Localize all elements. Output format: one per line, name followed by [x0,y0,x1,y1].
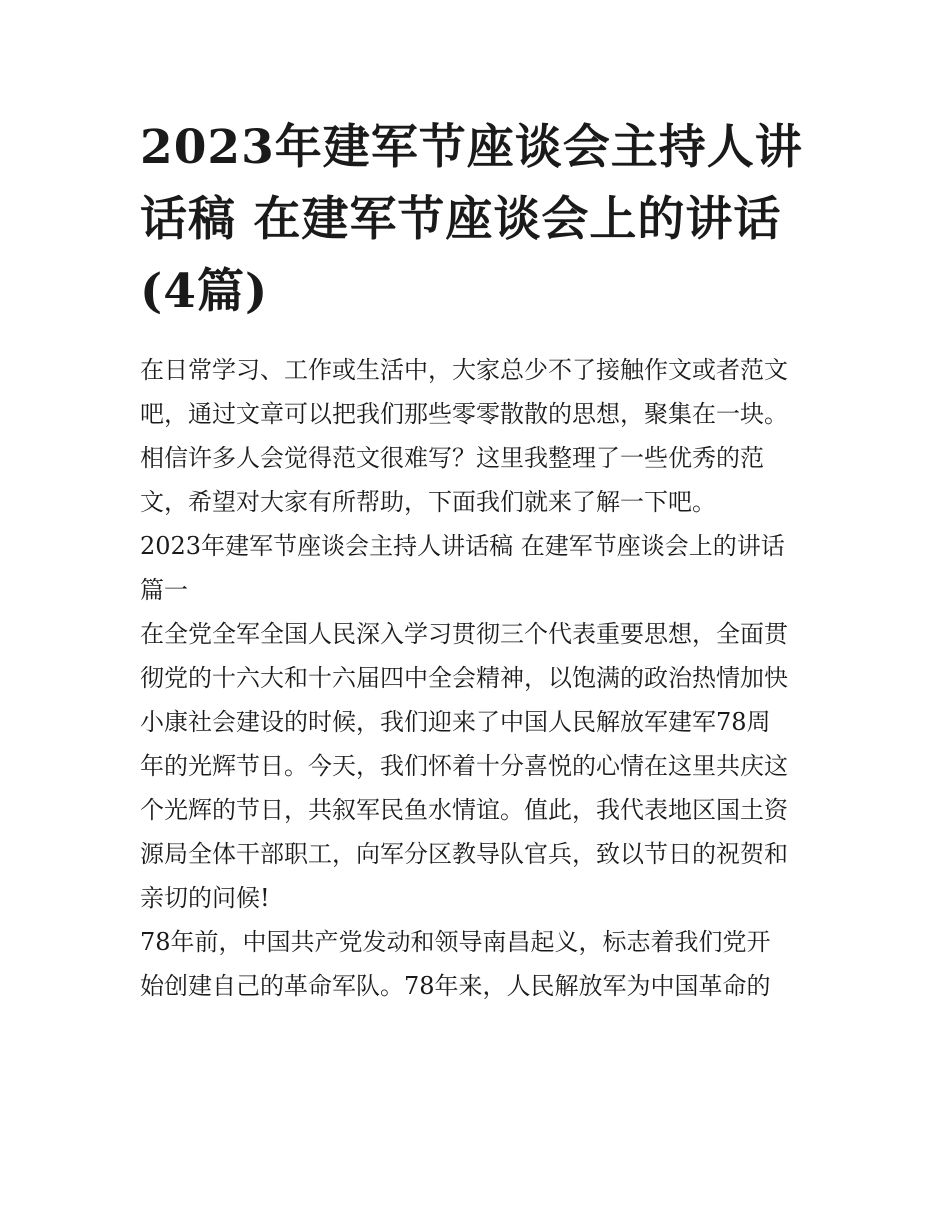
body-paragraph [140,612,812,920]
document-title [140,112,812,328]
text-line: 年的光辉节日。今天，我们怀着十分喜悦的心情在这里共庆这 [140,752,788,780]
text-line: 彻党的十六大和十六届四中全会精神，以饱满的政治热情加快 [140,664,788,692]
title-line: 2023年建军节座谈会主持人讲 [140,120,803,175]
document-page [140,112,812,1008]
title-line: 话稿 在建军节座谈会上的讲话 [140,192,782,247]
text-line: 始创建自己的革命军队。78年来，人民解放军为中国革命的 [140,972,771,1000]
text-line: 个光辉的节日，共叙军民鱼水情谊。值此，我代表地区国土资 [140,796,788,824]
text-line: 78年前，中国共产党发动和领导南昌起义，标志着我们党开 [140,928,771,956]
section-heading [140,524,812,612]
text-line: 文，希望对大家有所帮助，下面我们就来了解一下吧。 [140,488,716,516]
title-line: (4篇) [140,264,269,319]
text-line: 亲切的问候! [140,884,270,912]
body-paragraph [140,920,812,1008]
text-line: 篇一 [140,576,188,604]
text-line: 源局全体干部职工，向军分区教导队官兵，致以节日的祝贺和 [140,840,788,868]
text-line: 在全党全军全国人民深入学习贯彻三个代表重要思想，全面贯 [140,620,788,648]
text-line: 相信许多人会觉得范文很难写？这里我整理了一些优秀的范 [140,444,764,472]
document-body [140,348,812,1008]
text-line: 小康社会建设的时候，我们迎来了中国人民解放军建军78周 [140,708,771,736]
text-line: 在日常学习、工作或生活中，大家总少不了接触作文或者范文 [140,356,788,384]
text-line: 吧，通过文章可以把我们那些零零散散的思想，聚集在一块。 [140,400,788,428]
text-line: 2023年建军节座谈会主持人讲话稿 在建军节座谈会上的讲话 [140,532,785,560]
intro-paragraph [140,348,812,524]
